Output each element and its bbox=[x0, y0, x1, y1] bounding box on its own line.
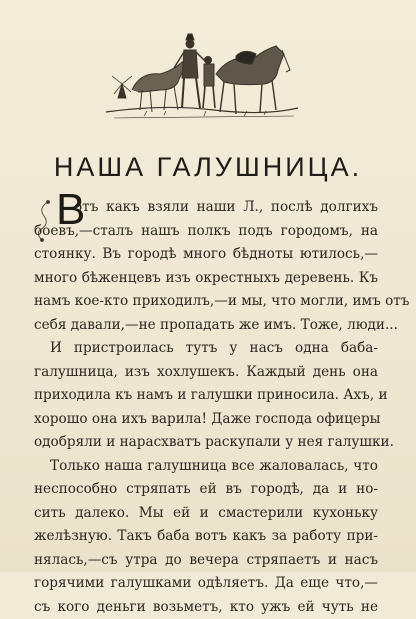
text-line: галушница, изъ хохлушекъ. Каждый день она bbox=[34, 361, 378, 385]
text-line: желѣзную. Такъ баба вотъ какъ за работу при- bbox=[34, 525, 378, 549]
text-line: неспособно стряпать ей въ городѣ, да и но- bbox=[34, 478, 378, 502]
text-line: себя давали,—не пропадать же имъ. Тоже, люди... bbox=[34, 314, 378, 338]
page-title: НАША ГАЛУШНИЦА. bbox=[0, 152, 416, 183]
text-line: намъ кое-кто приходилъ,—и мы, что могли, имъ отъ bbox=[34, 290, 378, 314]
text-line: нялась,—съ утра до вечера стряпаетъ и насъ bbox=[34, 549, 378, 573]
text-line bbox=[34, 196, 378, 220]
line-text: отъ какъ взяли наши Л., послѣ долгихъ bbox=[74, 199, 378, 215]
text-line: Только наша галушница все жаловалась, что bbox=[34, 455, 378, 479]
text-line: стоянку. Въ городѣ много бѣдноты ютилось,— bbox=[34, 243, 378, 267]
soldiers-horses-vignette bbox=[104, 20, 300, 124]
text-line: хорошо она ихъ варила! Даже господа офицеры bbox=[34, 408, 378, 432]
text-line: И пристроилась тутъ у насъ одна баба- bbox=[34, 337, 378, 361]
drop-cap: В bbox=[56, 188, 85, 232]
text-line: съ кого деньги возьметъ, кто ужъ ей чуть не bbox=[34, 596, 378, 619]
text-body bbox=[34, 196, 378, 619]
text-line: приходила къ намъ и галушки приносила. Ахъ, и bbox=[34, 384, 378, 408]
text-line: боевъ,—сталъ нашъ полкъ подъ городомъ, на bbox=[34, 220, 378, 244]
text-line: одобряли и нарасхватъ раскупали у нея галушки. bbox=[34, 431, 378, 455]
text-line: горячими галушками одѣляетъ. Да еще что,— bbox=[34, 572, 378, 596]
text-line: много бѣженцевъ изъ окрестныхъ деревень. Къ bbox=[34, 267, 378, 291]
text-line: сить далеко. Мы ей и смастерили кухоньку bbox=[34, 502, 378, 526]
